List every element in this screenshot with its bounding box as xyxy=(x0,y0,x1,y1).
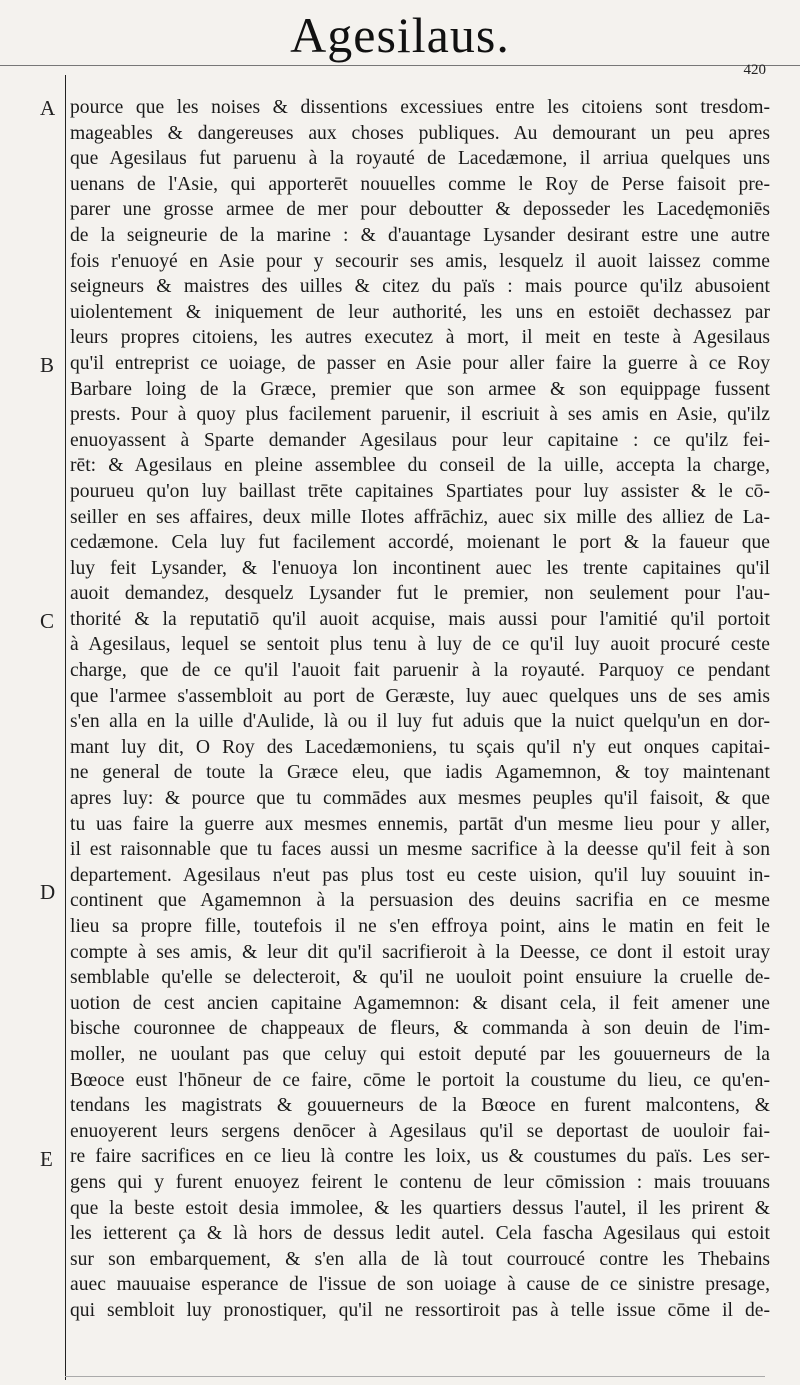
text-line: cedæmone. Cela luy fut facilement accordé, moienant le port & la faueur que xyxy=(70,532,770,554)
text-line: que la beste estoit desia immolee, & les quartiers dessus l'autel, il les prirent & xyxy=(70,1197,770,1219)
page-header xyxy=(0,6,800,66)
text-line: fois r'enuoyé en Asie pour y secourir ses amis, lesquelz il auoit laissez comme xyxy=(70,250,770,272)
text-line: semblable qu'elle se delecteroit, & qu'il ne uouloit point ensuiure la cruelle de- xyxy=(70,967,770,989)
text-line: charge, que de ce qu'il l'auoit fait paruenir à la royauté. Parquoy ce pendant xyxy=(70,660,770,682)
text-line: continent que Agamemnon à la persuasion des deuins sacrifia en ce mesme xyxy=(70,890,770,912)
page-number: 420 xyxy=(743,62,766,78)
section-marker-c: C xyxy=(40,609,55,633)
text-line: uenans de l'Asie, qui apporterēt nouuelles comme le Roy de Perse faisoit pre- xyxy=(70,173,770,195)
text-line: s'en alla en la uille d'Aulide, là ou il luy fut aduis que la nuict quelqu'un en dor- xyxy=(70,711,770,733)
header-rule xyxy=(0,65,800,66)
body-text xyxy=(70,95,770,1324)
margin-rule xyxy=(65,75,66,1380)
text-line: bische couronnee de chappeaux de fleurs, & commanda à son deuin de l'im- xyxy=(70,1018,770,1040)
text-line: moller, ne uoulant pas que celuy qui estoit deputé par les gouuerneurs de la xyxy=(70,1043,770,1065)
section-marker-e: E xyxy=(40,1147,53,1171)
text-line: Barbare loing de la Græce, premier que son armee & son equippage fussent xyxy=(70,378,770,400)
text-line: lieu sa propre fille, toutefois il ne s'en effroya point, ains le matin en feit le xyxy=(70,916,770,937)
text-line: tu uas faire la guerre aux mesmes ennemis, partāt d'un mesme lieu pour y aller, xyxy=(70,813,770,835)
text-line: luy feit Lysander, & l'enuoya lon incontinent auec les trente capitaines qu'il xyxy=(70,557,770,579)
text-line: re faire sacrifices en ce lieu là contre les loix, us & coustumes du païs. Les ser- xyxy=(70,1146,770,1168)
text-line: leurs propres citoiens, les autres executez à mort, il meit en teste à Agesilaus xyxy=(70,327,770,349)
section-marker-d: D xyxy=(40,880,56,904)
text-line: prests. Pour à quoy plus facilement paruenir, il escriuit à ses amis en Asie, qu'ilz xyxy=(70,404,770,426)
text-line: sur son embarquement, & s'en alla de là tout courroucé contre les Thebains xyxy=(70,1248,770,1270)
text-line: qui sembloit luy pronostiquer, qu'il ne ressortiroit pas à telle issue cōme il de- xyxy=(70,1299,770,1321)
running-title: Agesilaus. xyxy=(290,7,510,63)
text-line: departement. Agesilaus n'eut pas plus tost eu ceste uision, qu'il luy souuint in- xyxy=(70,864,770,886)
text-line: parer une grosse armee de mer pour deboutter & deposseder les Lacedęmoniēs xyxy=(70,199,770,221)
text-line: de la seigneurie de la marine : & d'auantage Lysander desirant estre une autre xyxy=(70,224,770,246)
text-line: les ietterent ça & là hors de dessus ledit autel. Cela fascha Agesilaus qui estoit xyxy=(70,1223,770,1245)
text-line: thorité & la reputatiō qu'il auoit acquise, mais aussi pour l'amitié qu'il portoit xyxy=(70,608,770,630)
text-line: que l'armee s'assembloit au port de Geræste, luy auec quelques uns de ses amis xyxy=(70,685,770,707)
text-line: mant luy dit, O Roy des Lacedæmoniens, tu sçais qu'il n'y eut onques capitai- xyxy=(70,736,770,758)
text-line: auec mauuaise esperance de l'issue de son uoiage à cause de ce sinistre presage, xyxy=(70,1274,770,1296)
text-line: enuoyerent leurs sergens denōcer à Agesilaus qu'il se deportast de uouloir fai- xyxy=(70,1120,770,1142)
section-marker-a: A xyxy=(40,96,56,120)
text-line: Bœoce eust l'hōneur de ce faire, cōme le portoit la coustume du lieu, ce qu'en- xyxy=(70,1069,770,1091)
text-line: que Agesilaus fut paruenu à la royauté de Lacedæmone, il arriua quelques uns xyxy=(70,148,770,170)
text-line: seigneurs & maistres des uilles & citez du païs : mais pource qu'ilz abusoient xyxy=(70,276,770,298)
text-line: uotion de cest ancien capitaine Agamemnon: & disant cela, il feit amener une xyxy=(70,992,770,1014)
text-line: rēt: & Agesilaus en pleine assemblee du conseil de la uille, accepta la charge, xyxy=(70,455,770,477)
text-line: qu'il entreprist ce uoiage, de passer en Asie pour aller faire la guerre à ce Roy xyxy=(70,352,770,374)
text-line: compte à ses amis, & leur dit qu'il sacrifieroit à la Deesse, ce dont il estoit uray xyxy=(70,941,770,963)
text-line: enuoyassent à Sparte demander Agesilaus pour leur capitaine : ce qu'ilz fei- xyxy=(70,429,770,451)
text-line: gens qui y furent enuoyez feirent le contenu de leur cōmission : mais trouuans xyxy=(70,1171,770,1193)
text-line: mageables & dangereuses aux choses publiques. Au demourant un peu apres xyxy=(70,122,770,144)
text-line: apres luy: & pource que tu commādes aux mesmes peuples qu'il faisoit, & que xyxy=(70,788,770,810)
section-marker-b: B xyxy=(40,353,55,377)
text-line: pourueu qu'on luy baillast trēte capitaines Spartiates pour luy assister & le cō- xyxy=(70,480,770,502)
footer-rule xyxy=(65,1376,765,1377)
text-line: ne general de toute la Græce eleu, que iadis Agamemnon, & toy maintenant xyxy=(70,762,770,784)
text-line: à Agesilaus, lequel se sentoit plus tenu à luy de ce qu'il luy auoit procuré ceste xyxy=(70,634,770,656)
text-line: auoit demandez, desquelz Lysander fut le premier, non seulement pour l'au- xyxy=(70,583,770,605)
text-line: tendans les magistrats & gouuerneurs de la Bœoce en furent malcontens, & xyxy=(70,1095,770,1117)
text-line: il est raisonnable que tu faces aussi un mesme sacrifice à la deesse qu'il feit à son xyxy=(70,839,770,861)
text-line: pource que les noises & dissentions excessiues entre les citoiens sont tresdom- xyxy=(70,97,770,118)
text-line: seiller en ses affaires, deux mille Ilotes affrāchiz, auec six mille des alliez de La- xyxy=(70,506,770,528)
text-line: uiolentement & iniquement de leur authorité, les uns en estoiēt dechassez par xyxy=(70,301,770,323)
